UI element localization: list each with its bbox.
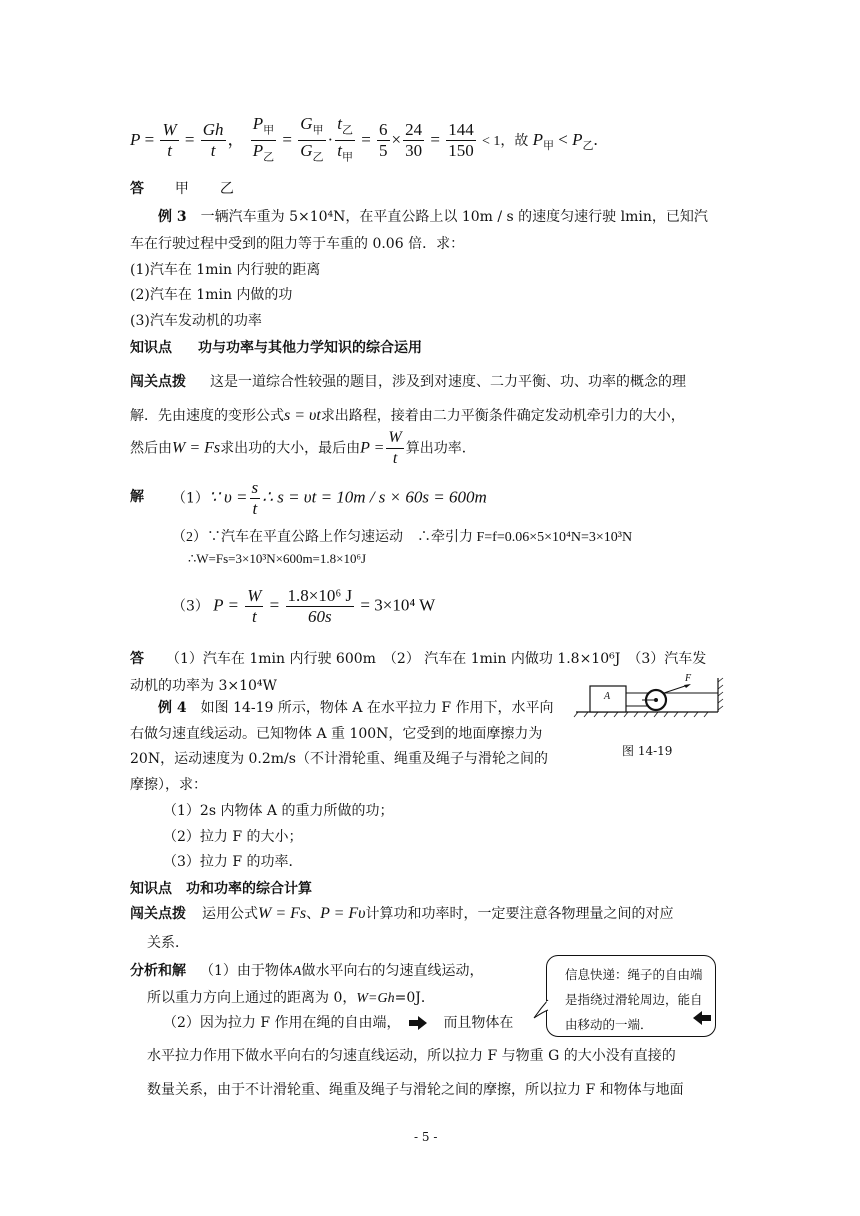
force-F-label: F: [685, 673, 692, 684]
fraction-W-t: [160, 120, 178, 161]
answer3-line2: 动机的功率为 3×10⁴W: [130, 678, 277, 694]
fraction-W-t: [245, 586, 263, 627]
example3-q1: (1)汽车在 1min 内行驶的距离: [130, 262, 321, 278]
example4-line3: 20N，运动速度为 0.2m/s（不计滑轮重、绳重及绳子与滑轮之间的: [130, 751, 548, 767]
analysis-text: （2）因为拉力 F 作用在绳的自由端，: [163, 1015, 401, 1031]
sub-yi: 乙: [263, 151, 275, 164]
sub-jia: 甲: [543, 140, 555, 153]
den-t: t: [392, 450, 398, 467]
example4-q2: （2）拉力 F 的大小；: [163, 829, 303, 845]
analysis-text: 所以重力方向上通过的距离为 0，: [147, 990, 357, 1006]
fraction-s-t: [250, 478, 261, 519]
den-5: 5: [379, 141, 388, 161]
formula-W-Gh: W=Gh: [356, 991, 395, 1006]
kp-label: 知识点: [130, 881, 172, 897]
num-W: W: [386, 428, 403, 449]
solution-label: 解: [130, 489, 144, 505]
analysis-text: （1）由于物体: [200, 963, 293, 979]
answer-label: 答: [130, 651, 144, 667]
den-t: t: [210, 141, 216, 161]
num-144: 144: [448, 120, 474, 140]
hint-text: 计算功和功率时，一定要注意各物理量之间的对应: [365, 906, 674, 922]
example3-text: 一辆汽车重为 5×10⁴N，在平直公路上以 10m / s 的速度匀速行驶 lmin，已知汽: [200, 209, 708, 225]
example3-q2: (2)汽车在 1min 内做的功: [130, 287, 293, 303]
step1-result: ∴ s = υt = 10m / s × 60s = 600m: [262, 487, 487, 507]
block-A-label: A: [604, 691, 611, 702]
figure-caption: 图 14-19: [622, 744, 673, 758]
page-number: - 5 -: [414, 1130, 438, 1144]
step3-result: = 3×10⁴ W: [360, 595, 436, 615]
den-Gyi: [298, 141, 325, 167]
den-Pyi: [251, 141, 276, 167]
hint3-line3: [130, 428, 476, 469]
info-bubble: [546, 955, 716, 1037]
step-number: （1）: [172, 490, 209, 507]
analysis-line2: [147, 987, 435, 1007]
fraction-24-30: [403, 120, 424, 161]
solution3-label: [130, 486, 144, 506]
formula-W-Fs: W = Fs: [172, 439, 221, 457]
analysis-text: =0J．: [394, 990, 435, 1006]
sub-jia: 甲: [341, 151, 353, 164]
den-tjia: [335, 141, 355, 167]
sub-jia: 甲: [312, 124, 324, 137]
step-number: （3）: [172, 598, 209, 615]
bubble-tail: [533, 998, 559, 1020]
den-30: 30: [405, 141, 423, 161]
hint-text: 算出功率．: [405, 440, 476, 457]
sym-P: P: [532, 129, 544, 149]
example4-line4: 摩擦），求：: [130, 777, 207, 793]
hint-label: 闯关点拨: [130, 906, 186, 922]
equals: =: [269, 595, 280, 615]
example4-line1: [158, 697, 554, 717]
example3-label: 例 3: [158, 209, 187, 225]
example3-q3: (3)汽车发动机的功率: [130, 313, 262, 329]
sym-P: P: [252, 141, 264, 161]
den-value: 60s: [308, 607, 332, 626]
example4-text: 如图 14-19 所示，物体 A 在水平拉力 F 作用下，水平向: [200, 700, 554, 716]
example4-q3: （3）拉力 F 的功率．: [163, 854, 303, 870]
sub-yi: 乙: [341, 124, 353, 137]
solution3-step2-line1: （2）∵汽车在平直公路上作匀速运动 ∴牵引力 F=f=0.06×5×10⁴N=3×10³N: [172, 530, 633, 545]
fraction-value: [286, 586, 355, 627]
num-W: W: [162, 120, 177, 140]
answer-ex2: [130, 178, 234, 198]
formula-W-Fs: W = Fs: [258, 905, 307, 922]
equals: =: [430, 129, 440, 149]
sym-P: P: [252, 114, 264, 133]
formula-P: P =: [360, 439, 385, 457]
formula-top: P = $\frac{W}{t}$ = $\frac{Gh}{t}$ ， $\frac{P_甲}{P_乙}$ = $\frac{G_甲}{G_乙}$ · $\frac{t_乙}{t_甲}$ = $\frac{6}{5}$ × $\frac{24}{30}$ = $\frac{144}{150}$ < 1，故 $P_甲 < P_乙$.: [130, 114, 598, 168]
num-6: 6: [379, 120, 388, 140]
example3-line2: 车在行驶过程中受到的阻力等于车重的 0.06 倍．求：: [130, 236, 465, 252]
num-Pjia: [251, 114, 276, 141]
pulley-diagram: [572, 676, 728, 718]
knowledge-point-3: [130, 337, 422, 357]
hint-text: 然后由: [130, 440, 172, 457]
kp-label: 知识点: [130, 340, 172, 356]
answer3-line1: [130, 648, 706, 668]
analysis-text: 而且物体在: [443, 1015, 514, 1031]
hint4-line2: 关系．: [147, 935, 189, 951]
analysis-label: 分析和解: [130, 963, 186, 979]
hint3-line1: [130, 371, 686, 391]
fraction-Pjia-Pyi: [251, 114, 276, 168]
analysis-line4: 水平拉力作用下做水平向右的匀速直线运动，所以拉力 F 与物重 G 的大小没有直接的: [147, 1048, 676, 1064]
hint-text: 解．先由速度的变形公式: [130, 408, 284, 424]
hint-text: 求出路程，接着由二力平衡条件确定发动机牵引力的大小，: [320, 408, 685, 424]
den-t: t: [251, 607, 257, 626]
sym-G: G: [300, 141, 313, 161]
sym-t: t: [337, 114, 342, 133]
den-t: t: [252, 499, 258, 518]
less-than-one: < 1，故: [481, 133, 529, 149]
example4-line2: 右做匀速直线运动。已知物体 A 重 100N，它受到的地面摩擦力为: [130, 726, 543, 742]
fraction-Gh-t: [201, 120, 226, 161]
answer-label: 答: [130, 181, 144, 197]
solution3-step3: [172, 586, 435, 627]
figure-14-19: [572, 673, 728, 746]
sub-jia: 甲: [263, 124, 275, 137]
sym-t: t: [337, 141, 342, 161]
sub-yi: 乙: [582, 140, 594, 153]
formula-P-Fv: P = Fυ: [320, 905, 366, 922]
equals: =: [361, 129, 371, 149]
knowledge-point-4: [130, 878, 312, 898]
example3-line1: [158, 206, 708, 226]
solution3-step1: [172, 478, 487, 519]
step3-P: P =: [213, 595, 239, 615]
answer-text: （1）汽车在 1min 内行驶 600m （2） 汽车在 1min 内做功 1.8×10⁶J （3）汽车发: [166, 651, 707, 667]
answer-jia: 甲: [174, 181, 189, 197]
answer-yi: 乙: [219, 181, 234, 197]
num-tyi: [335, 114, 355, 141]
fraction-6-5: [377, 120, 390, 161]
den-150: 150: [448, 141, 474, 161]
kp-text: 功和功率的综合计算: [186, 881, 312, 897]
hint-text: 求出功的大小，最后由: [220, 440, 361, 457]
arrow-left-icon: [693, 1011, 711, 1025]
sub-yi: 乙: [312, 151, 324, 164]
hint-text: 运用公式: [202, 906, 258, 922]
separator: 、: [306, 906, 321, 922]
solution3-step2-line2: ∴W=Fs=3×10³N×600m=1.8×10⁶J: [188, 551, 367, 566]
num-Gjia: [298, 114, 325, 141]
example4-label: 例 4: [158, 700, 187, 716]
fraction-W-t: [386, 428, 403, 469]
analysis-text: 做水平向右的匀速直线运动，: [301, 963, 484, 979]
bubble-text: 信息快递：绳子的自由端是指绕过滑轮周边，能自由移动的一端．: [565, 967, 703, 1032]
equals: =: [184, 129, 195, 149]
num-value: 1.8×10⁶ J: [287, 586, 353, 605]
object-A: A: [292, 964, 302, 979]
hint-text: 这是一道综合性较强的题目，涉及到对速度、二力平衡、功、功率的概念的理: [210, 374, 686, 390]
less-than: <: [558, 129, 568, 149]
sym-G: G: [300, 114, 313, 133]
arrow-right-icon: [409, 1016, 427, 1030]
analysis-line5: 数量关系，由于不计滑轮重、绳重及绳子与滑轮之间的摩擦，所以拉力 F 和物体与地面: [147, 1082, 684, 1098]
times: ×: [391, 129, 402, 149]
fraction-Gjia-Gyi: [298, 114, 325, 168]
hint4-line1: [130, 903, 674, 923]
num-Gh: Gh: [202, 120, 224, 140]
num-s: s: [251, 478, 259, 497]
analysis-line1: [130, 960, 483, 980]
formula-s-vt: s = υt: [284, 407, 321, 424]
hint3-line2: [130, 405, 685, 425]
fraction-144-150: [446, 120, 476, 161]
period: .: [593, 129, 598, 149]
analysis-line3: [163, 1012, 513, 1032]
num-24: 24: [405, 120, 423, 140]
num-W: W: [247, 586, 262, 605]
equals: =: [144, 129, 155, 149]
den-t: t: [167, 141, 172, 161]
sym-P: P: [572, 129, 583, 149]
equals: =: [282, 129, 293, 149]
example4-q1: （1）2s 内物体 A 的重力所做的功；: [163, 803, 394, 819]
hint-label: 闯关点拨: [130, 374, 186, 390]
step1-because: ∵ υ =: [208, 487, 248, 507]
symbol-P: P: [130, 129, 141, 149]
kp-text: 功与功率与其他力学知识的综合运用: [198, 340, 422, 356]
fraction-tyi-tjia: [335, 114, 355, 168]
